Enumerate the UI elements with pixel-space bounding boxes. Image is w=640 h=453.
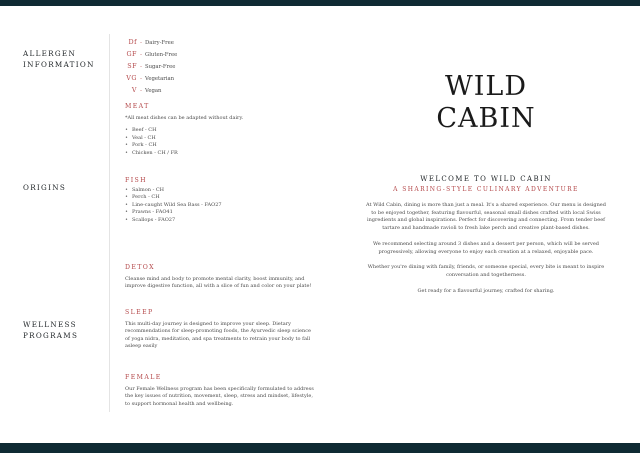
togetherness-paragraph: Whether you're dining with family, friends, or someone special, every bite is meant to inspire conversation and togetherness. xyxy=(367,264,605,278)
sleep-text: This multi-day journey is designed to improve your sleep. Dietary recommendations for sleep-promoting foods, the Ayurvedic sleep science of yoga nidra, meditation, and spa treatments to retrain your body to fall asleep easily xyxy=(125,320,311,350)
column-divider xyxy=(109,34,110,412)
sleep-heading: SLEEP xyxy=(125,309,154,316)
legend-item: V - Vegan xyxy=(131,86,162,94)
meat-list xyxy=(125,127,315,157)
detox-text: Cleanse mind and body to promote mental clarity, boost immunity, and improve digestive function, all with a slice of fun and color on your plate! xyxy=(125,275,312,290)
list-item: • Prawns - FAO41 xyxy=(125,209,315,217)
bottom-bar xyxy=(0,443,640,453)
legend-item: SF - Sugar-Free xyxy=(127,62,176,70)
welcome-section xyxy=(365,175,607,295)
fish-section xyxy=(125,177,315,225)
allergen-title: ALLERGEN INFORMATION xyxy=(23,49,95,69)
list-item: • Chicken - CH / FR xyxy=(125,150,315,158)
list-item: • Pork - CH xyxy=(125,142,315,150)
intro-paragraph: At Wild Cabin, dining is more than just a meal. It's a shared experience. Our menu is designed to be enjoyed together, featuring flavourful, seasonal small dishes crafted with local Swiss ingredients and global inspirations. Perfect for discovering and connecting. From tender beef tartare and handmade ravioli to fresh lake perch and creative plant-based dishes. xyxy=(366,202,606,232)
wellness-title: WELLNESS PROGRAMS xyxy=(23,320,79,340)
list-item: • Perch - CH xyxy=(125,194,315,202)
detox-heading: DETOX xyxy=(125,264,155,271)
top-bar xyxy=(0,0,640,6)
list-item: • Beef - CH xyxy=(125,127,315,135)
detox-section xyxy=(125,264,315,291)
wild-cabin-logo: WILD CABIN xyxy=(436,71,536,134)
female-section xyxy=(125,374,315,408)
female-text: Our Female Wellness program has been specifically formulated to address the key issues of nutrition, movement, sleep, stress and mindset, lifestyle, to support hormonal health and wellbeing. xyxy=(125,385,314,407)
list-item: • Veal - CH xyxy=(125,135,315,143)
origins-title: ORIGINS xyxy=(23,183,67,192)
welcome-heading: WELCOME TO WILD CABIN xyxy=(420,175,552,183)
recommendation-paragraph: We recommend selecting around 3 dishes and a dessert per person, which will be served progressively, allowing everyone to enjoy each creation at a relaxed, enjoyable pace. xyxy=(373,240,599,255)
legend-item: Df - Dairy-Free xyxy=(128,38,174,46)
list-item: • Line-caught Wild Sea Bass - FAO27 xyxy=(125,202,315,210)
fish-heading: FISH xyxy=(125,177,147,184)
tagline: A SHARING-STYLE CULINARY ADVENTURE xyxy=(393,186,579,193)
list-item: • Salmon - CH xyxy=(125,187,315,195)
legend-item: GF - Gluten-Free xyxy=(126,50,178,58)
allergen-legend xyxy=(115,37,177,97)
sleep-section xyxy=(125,309,315,351)
meat-section xyxy=(125,103,315,158)
fish-list xyxy=(125,187,315,225)
closing-paragraph: Get ready for a flavourful journey, crafted for sharing. xyxy=(417,287,555,294)
legend-item: VG - Vegetarian xyxy=(126,74,175,82)
list-item: • Scallops - FAO27 xyxy=(125,217,315,225)
meat-note: *All meat dishes can be adapted without dairy. xyxy=(125,114,244,121)
female-heading: FEMALE xyxy=(125,374,162,381)
meat-heading: MEAT xyxy=(125,103,150,110)
